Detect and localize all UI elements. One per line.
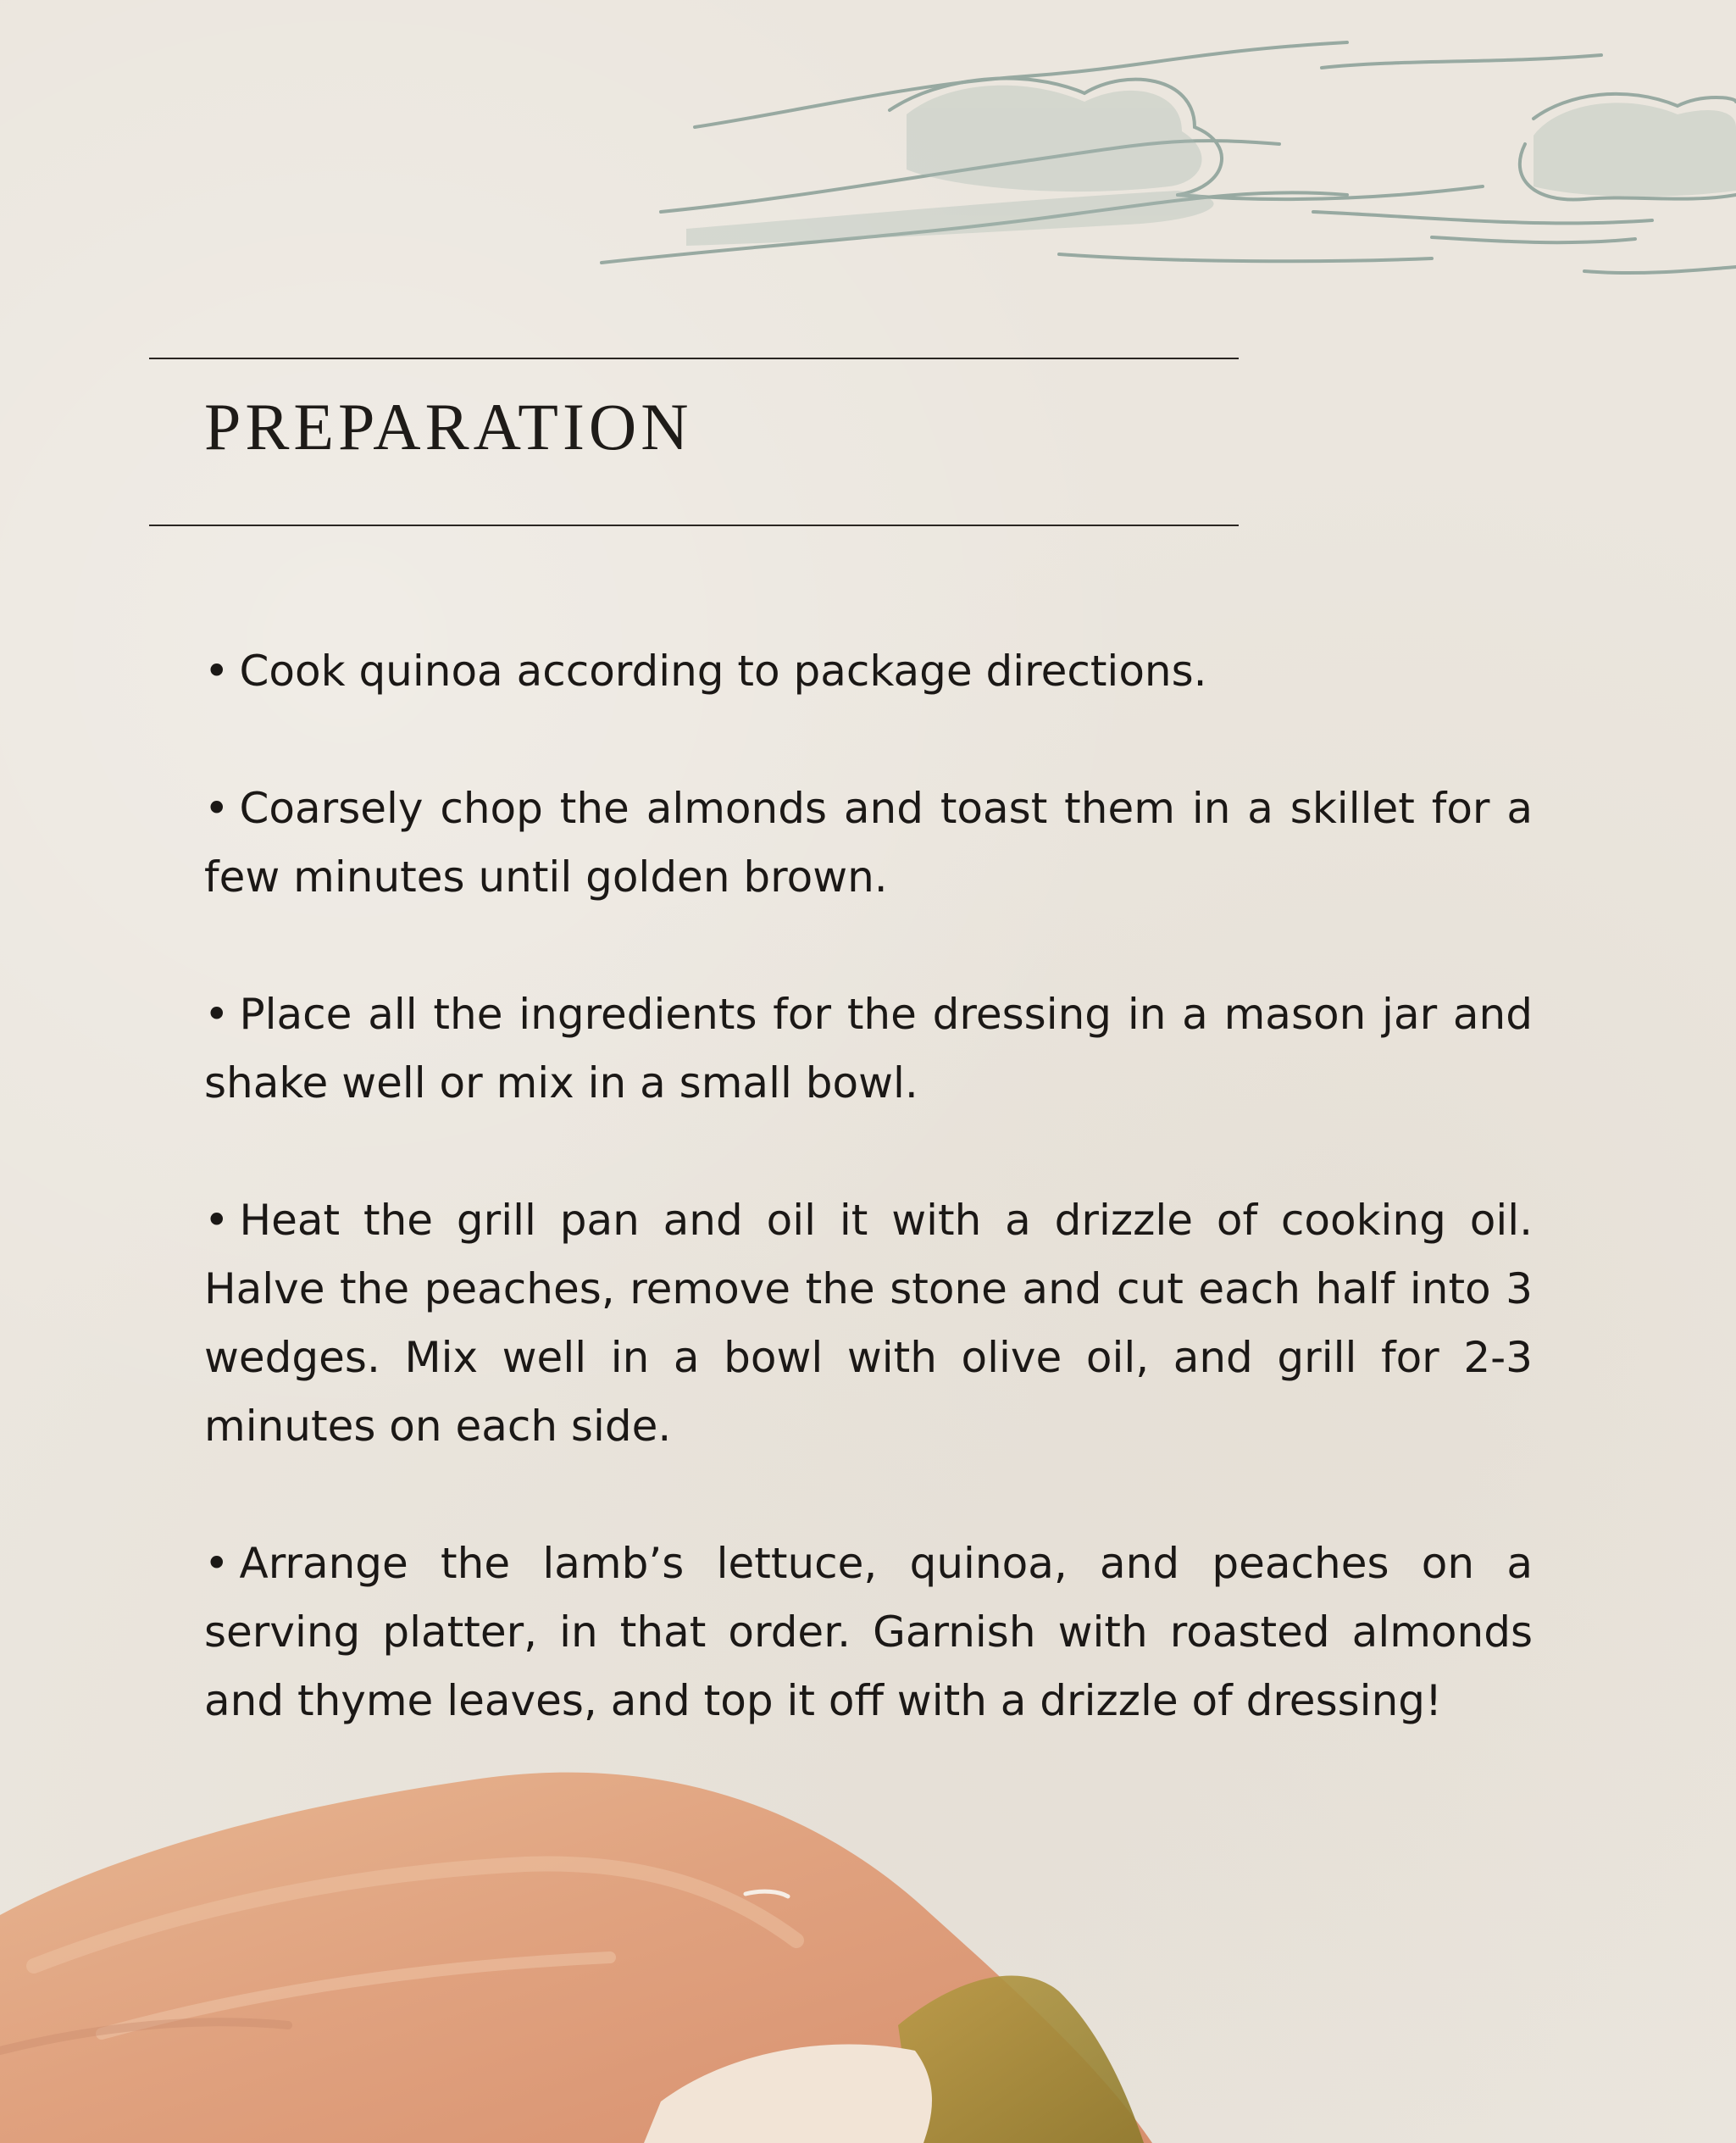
step-item bbox=[204, 774, 1533, 912]
step-text: Place all the ingredients for the dressing in a mason jar and shake well or mix in a small bowl. bbox=[204, 990, 1533, 1108]
step-item bbox=[204, 1186, 1533, 1461]
bullet-point: • bbox=[204, 1196, 230, 1245]
step-item bbox=[204, 637, 1533, 706]
bullet-point: • bbox=[204, 1539, 230, 1588]
bullet-point: • bbox=[204, 784, 230, 833]
watercolor-clouds-illustration bbox=[585, 17, 1736, 305]
step-item bbox=[204, 1530, 1533, 1735]
divider-top bbox=[149, 358, 1239, 359]
step-text: Arrange the lamb’s lettuce, quinoa, and peaches on a serving platter, in that order. Garnish with roasted almonds and thyme leaves, and top it off with a drizzle of dressing! bbox=[204, 1539, 1533, 1725]
step-item bbox=[204, 980, 1533, 1118]
peach-illustration bbox=[0, 1746, 1271, 2143]
bullet-point: • bbox=[204, 647, 230, 696]
step-text: Coarsely chop the almonds and toast them in a skillet for a few minutes until golden brown. bbox=[204, 784, 1533, 902]
step-text: Cook quinoa according to package directions. bbox=[239, 647, 1207, 696]
step-text: Heat the grill pan and oil it with a drizzle of cooking oil. Halve the peaches, remove the stone and cut each half into 3 wedges. Mix well in a bowl with olive oil, and grill for 2-3 minutes on each side. bbox=[204, 1196, 1533, 1451]
divider-bottom bbox=[149, 525, 1239, 526]
preparation-steps-list bbox=[204, 637, 1533, 1804]
bullet-point: • bbox=[204, 990, 230, 1039]
section-title: PREPARATION bbox=[204, 390, 693, 464]
